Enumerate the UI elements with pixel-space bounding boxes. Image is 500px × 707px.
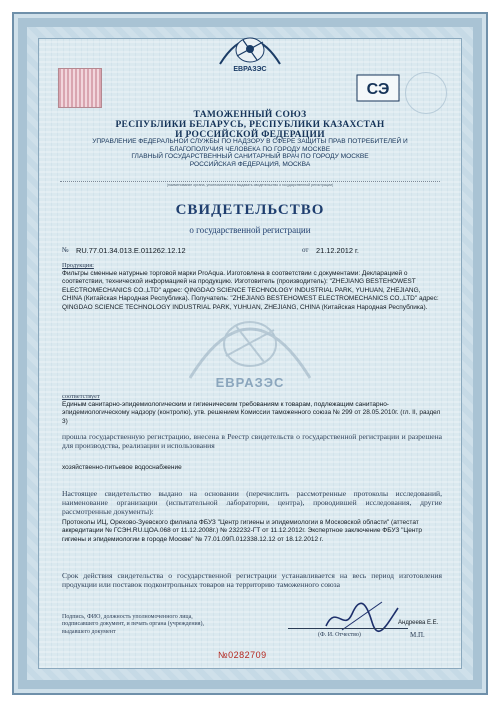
document-title: СВИДЕТЕЛЬСТВО xyxy=(175,202,325,218)
sg-mark-icon xyxy=(356,74,400,102)
conformity-text: Единым санитарно-эпидемиологическим и гигиеническим требованиям к товарам, подлежащим санитарно-эпидемиологическому надзору (контролю), утв. решением Комиссии таможенного союза № 299 от 28.05.2010г. (гл. II, раздел 3) xyxy=(62,401,441,425)
validity-text: Срок действия свидетельства о государственной регистрации устанавливается на весь период изготовления продукции или поставок подконтрольных товаров на территорию таможенного союза xyxy=(62,571,442,589)
number-label: № xyxy=(62,246,69,254)
document-subtitle: о государственной регистрации xyxy=(189,225,311,235)
authority-block: УПРАВЛЕНИЕ ФЕДЕРАЛЬНОЙ СЛУЖБЫ ПО НАДЗОРУ В СФЕРЕ ЗАЩИТЫ ПРАВ ПОТРЕБИТЕЛЕЙ И БЛАГОПОЛУЧИЯ ЧЕЛОВЕКА ПО ГОРОДУ МОСКВЕ ГЛАВНЫЙ ГОСУДАРСТВЕННЫЙ САНИТАРНЫЙ ВРАЧ ПО ГОРОДУ МОСКВЕ РОССИЙСКАЯ ФЕДЕРАЦИЯ, МОСКВА xyxy=(92,138,408,168)
seal-watermark xyxy=(405,72,447,114)
usage-area: хозяйственно-питьевое водоснабжение xyxy=(62,464,182,471)
authority-caption: (наименование органа, уполномоченного выдавать свидетельство о государственной регистрации) xyxy=(166,183,334,187)
emblem-caption: ЕВРАЗЭС xyxy=(233,66,267,73)
seal-place-label: М.П. xyxy=(410,631,425,639)
watermark-emblem-icon xyxy=(180,300,320,380)
eurasec-emblem-icon xyxy=(215,26,285,68)
svg-text:СЭ: СЭ xyxy=(366,81,390,98)
watermark-text: ЕВРАЗЭС xyxy=(215,375,285,390)
basis-text: Протоколы ИЦ, Орехово-Зуевского филиала ФБУЗ "Центр гигиены и эпидемиологии в Московской области" (аттестат аккредитации № ГСЭН.RU.ЦОА.068 от 11.12.2008г.) № 232232-ГТ от 11.12.2012г. Экспертное заключение ФБУЗ "Центр гигиены и эпидемиологии в городе Москве" № 77.01.09П.012338.12.12 от 18.12.2012 г. xyxy=(62,519,422,543)
hologram-sticker xyxy=(58,68,102,108)
signatory-name: Андреева Е.Е. xyxy=(398,620,439,626)
basis-intro: Настоящее свидетельство выдано на основании (перечислить рассмотренные протоколы исследований, наименование организации (испытательной лаборатории, центра), проводившей исследования, другие рассмотренные документы): xyxy=(62,489,442,516)
signature-line xyxy=(288,628,408,629)
certificate-number: RU.77.01.34.013.E.011262.12.12 xyxy=(76,246,186,255)
conformity-label: соответствует xyxy=(62,393,100,400)
divider xyxy=(60,181,440,182)
union-title: ТАМОЖЕННЫЙ СОЮЗ РЕСПУБЛИКИ БЕЛАРУСЬ, РЕСПУБЛИКИ КАЗАХСТАН И РОССИЙСКОЙ ФЕДЕРАЦИИ xyxy=(115,110,385,140)
signatory-caption: Подпись, ФИО, должность уполномоченного лица, подписавшего документ, и печать органа (учреждения), выдавшего документ xyxy=(62,614,205,635)
signature-icon xyxy=(322,596,402,636)
certificate-date: 21.12.2012 г. xyxy=(316,246,359,255)
serial-number: №0282709 xyxy=(218,650,267,660)
product-text: Фильтры сменные натурные торговой марки ProAqua. Изготовлена в соответствии с документами: Декларацией о соответствии, технической информацией на продукцию. Изготовитель (производитель): "ZHEJIANG BESTEHOWEST ELECTROMECHANICS CO.,LTD" адрес: QINGDAO SCIENCE TECHNOLOGY INDUSTRIAL PARK, YUHUAN, ZHEJIANG, CHINA (Китайская Народная Республика). Получатель: "ZHEJIANG BESTEHOWEST ELECTROMECHANICS CO.,LTD" адрес: QINGDAO SCIENCE TECHNOLOGY INDUSTRIAL PARK, YUHUAN, ZHEJIANG, CHINA (Китайская Народная Республика). xyxy=(62,270,439,311)
product-label: Продукция: xyxy=(62,262,94,269)
signatory-name-caption: (Ф. И. Отчество) xyxy=(318,632,361,638)
registration-statement: прошла государственную регистрацию, внесена в Реестр свидетельств о государственной регистрации и разрешена для производства, реализации и использования xyxy=(62,432,442,450)
date-label: от xyxy=(302,246,309,254)
